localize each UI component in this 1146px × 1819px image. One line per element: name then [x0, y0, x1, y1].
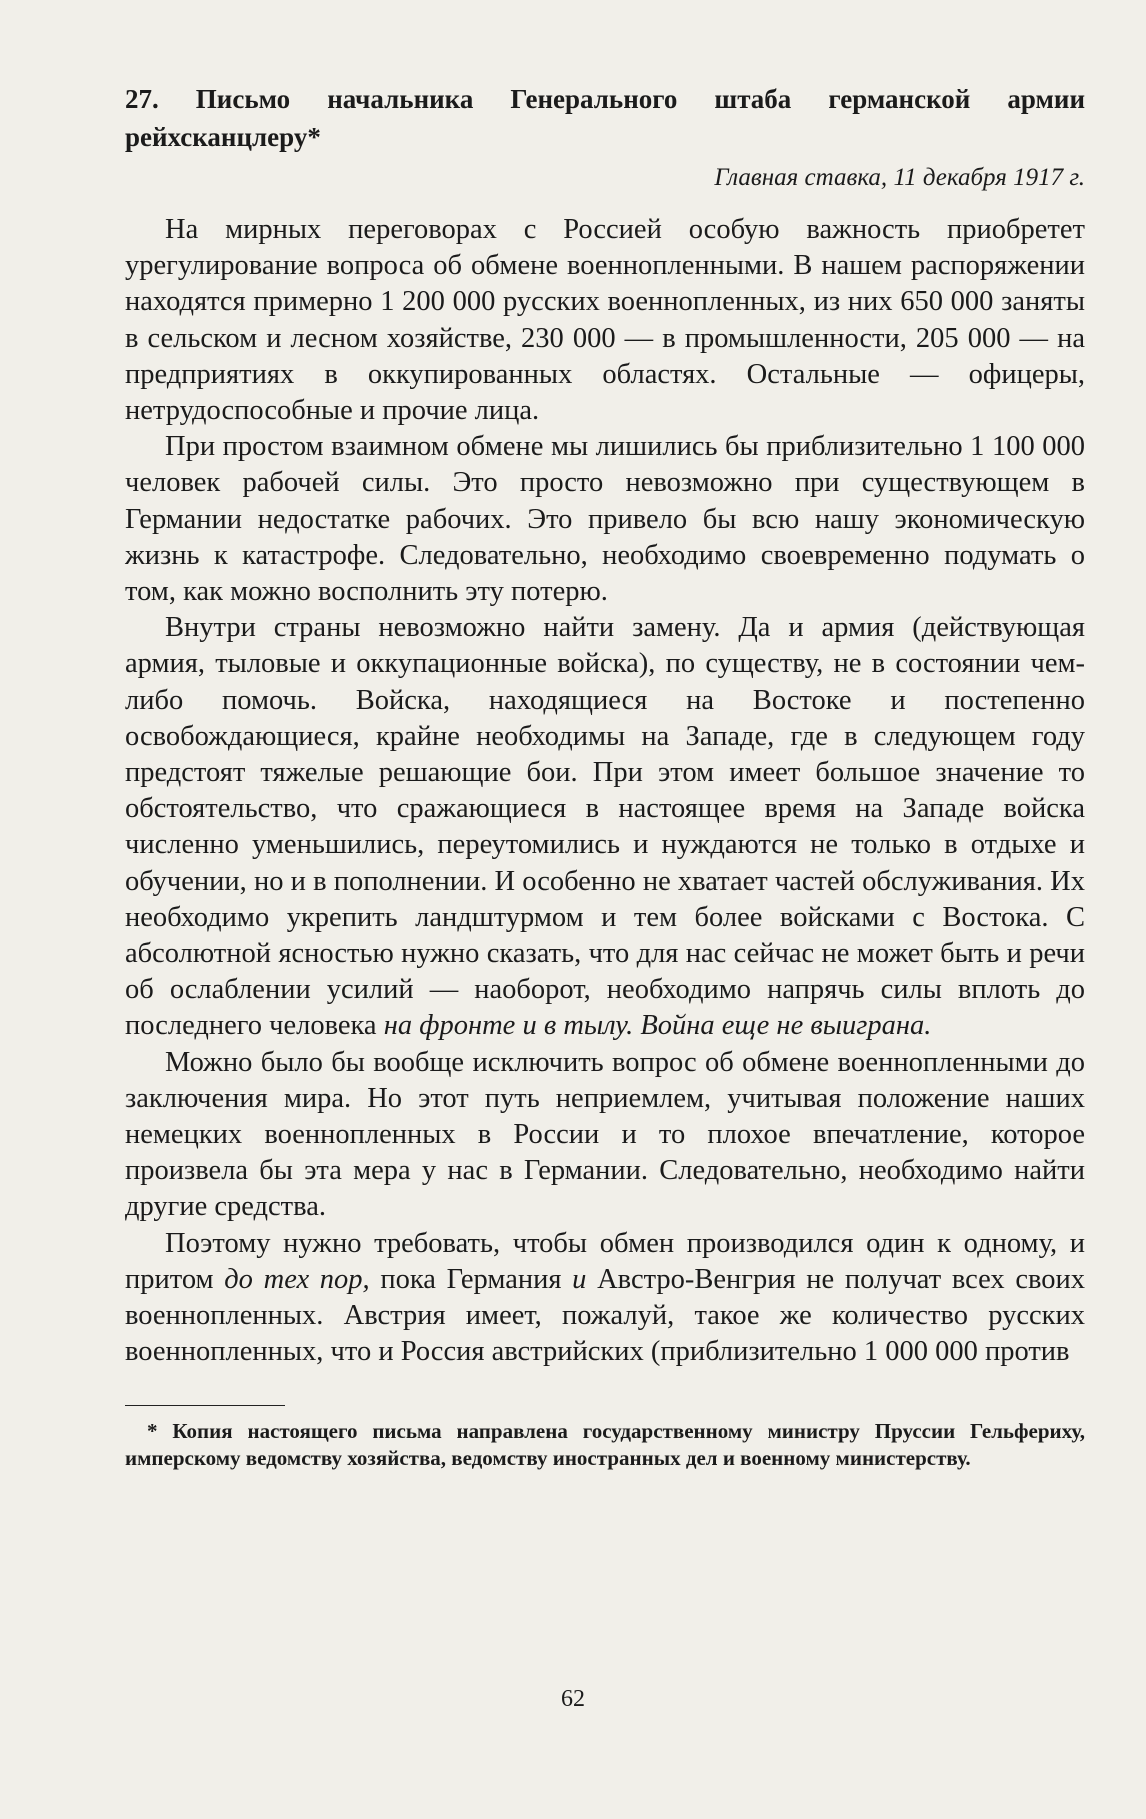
paragraph-3-italic: на фронте и в тылу. Война еще не выиграна.	[383, 1010, 932, 1042]
footnote: * Копия настоящего письма направлена государственному министру Пруссии Гельфериху, имперскому ведомству хозяйства, ведомству иностранных дел и военному министерству.	[125, 1418, 1085, 1470]
footnote-divider	[125, 1405, 285, 1406]
paragraph-3	[125, 610, 1085, 1044]
paragraph-3-text: Внутри страны невозможно найти замену. Да и армия (действующая армия, тыловые и оккупационные войска), по существу, не в состоянии чем-либо помочь. Войска, находящиеся на Востоке и постепенно освобождающиеся, крайне необходимы на Западе, где в следующем году предстоят тяжелые решающие бои. При этом имеет большое значение то обстоятельство, что сражающиеся в настоящее время на Западе войска численно уменьшились, переутомились и нуждаются не только в отдыхе и обучении, но и в пополнении. И особенно не хватает частей обслуживания. Их необходимо укрепить ландштурмом и тем более войсками с Востока. С абсолютной ясностью нужно сказать, что для нас сейчас не может быть и речи об ослаблении усилий — наоборот, необходимо напрячь силы вплоть до последнего человека	[125, 612, 1085, 1042]
paragraph-5-text-e: Австро-Венгрия не получат всех своих военнопленных. Австрия имеет, пожалуй, такое же количество русских военнопленных, что и Россия австрийских (приблизительно 1 000 000 против	[125, 1263, 1085, 1368]
paragraph-5-text-a: Поэтому нужно требовать, чтобы обмен производился один к одному, и притом	[125, 1227, 1085, 1295]
dateline-date: 11 декабря 1917 г.	[893, 164, 1085, 191]
page-content	[125, 80, 1085, 1472]
paragraph-5	[125, 1226, 1085, 1371]
document-title: 27. Письмо начальника Генерального штаба германской армии рейхсканцлеру*	[125, 84, 1085, 152]
dateline-place: Главная ставка,	[714, 164, 888, 191]
page-number: 62	[561, 1686, 585, 1712]
paragraph-1: На мирных переговорах с Россией особую важность приобретет урегулирование вопроса об обмене военнопленными. В нашем распоряжении находятся примерно 1 200 000 русских военнопленных, из них 650 000 заняты в сельском и лесном хозяйстве, 230 000 — в промышленности, 205 000 — на предприятиях в оккупированных областях. Остальные — офицеры, нетрудоспособные и прочие лица.	[125, 214, 1085, 427]
paragraph-2: При простом взаимном обмене мы лишились бы приблизительно 1 100 000 человек рабочей силы. Это просто невозможно при существующем в Германии недостатке рабочих. Это привело бы всю нашу экономическую жизнь к катастрофе. Следовательно, необходимо своевременно подумать о том, как можно восполнить эту потерю.	[125, 431, 1085, 608]
paragraph-5-text-c: пока Германия	[369, 1263, 573, 1295]
paragraph-4: Можно было бы вообще исключить вопрос об обмене военнопленными до заключения мира. Но этот путь неприемлем, учитывая положение наших немецких военнопленных в России и то плохое впечатление, которое произвела бы эта мера у нас в Германии. Следовательно, необходимо найти другие средства.	[125, 1046, 1085, 1223]
paragraph-5-italic-b: до тех пор,	[224, 1263, 370, 1295]
paragraph-5-italic-d: и	[572, 1263, 587, 1295]
letter-body	[125, 212, 1085, 1371]
dateline	[125, 160, 1085, 196]
